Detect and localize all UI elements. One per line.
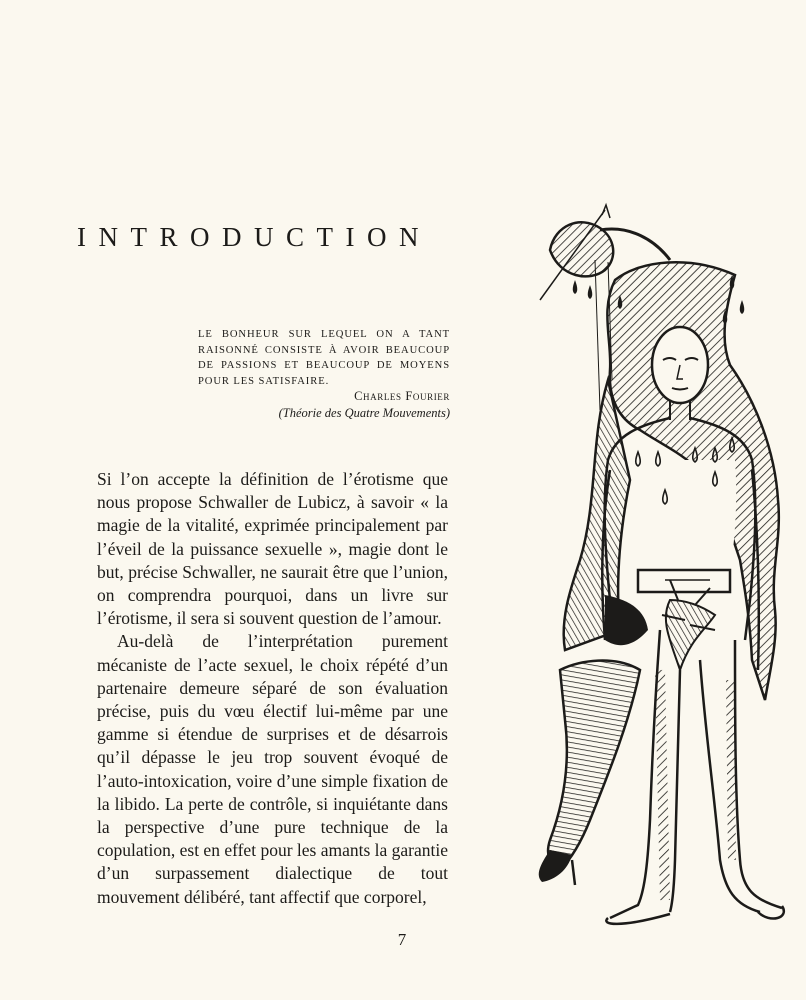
epigraph-quote: LE BONHEUR SUR LEQUEL ON A TANT RAISONNÉ CONSISTE À AVOIR BEAUCOUP DE PASSIONS ET BEAUCOUP DE MOYENS POUR LES SATISFAIRE. bbox=[198, 329, 450, 387]
chapter-title: INTRODUCTION bbox=[77, 222, 431, 252]
paragraph: Au-delà de l’interprétation purement mécaniste de l’acte sexuel, le choix répété d’un partenaire demeure séparé de son évaluation précise, puis du vœu électif lui-même par une gamme si étendue de surprises et de désarrois qu’il dépasse le jeu trop souvent évoqué de l’auto-intoxication, voire d’une simple fixation de la libido. La perte de contrôle, si inquiétante dans la perspective d’une pure technique de la copulation, est en effet pour les amants la garantie d’un surpassement dialectique de tout mouvement délibéré, tant affectif que corporel, bbox=[97, 631, 449, 907]
epigraph-author: Charles Fourier bbox=[354, 389, 450, 403]
epigraph-work: (Théorie des Quatre Mouvements) bbox=[278, 406, 450, 420]
page-number: 7 bbox=[397, 930, 407, 949]
epigraph-attribution bbox=[198, 388, 450, 422]
paragraph: Si l’on accepte la définition de l’érotisme que nous propose Schwaller de Lubicz, à savoir « la magie de la vitalité, exprimée principalement par l’éveil de la puissance sexuelle », magie dont le but, précise Schwaller, ne saurait être que l’union, on comprendra pourquoi, dans un livre sur l’érotisme, il sera si souvent question de l’amour. bbox=[97, 469, 448, 629]
body-text bbox=[97, 468, 448, 909]
ink-drawing-figure-icon bbox=[520, 200, 795, 930]
